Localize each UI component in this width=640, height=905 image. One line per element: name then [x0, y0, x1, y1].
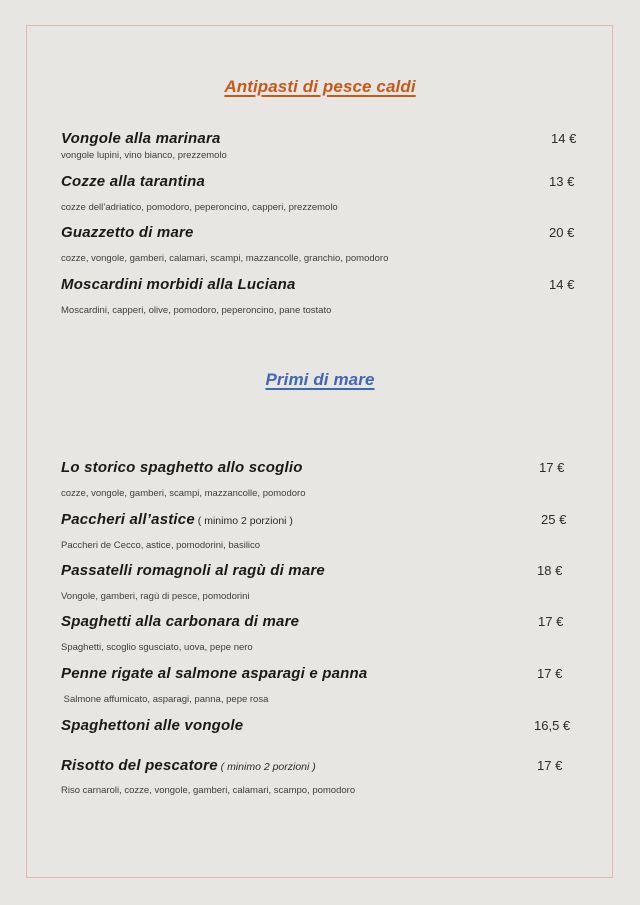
- item-description: Vongole, gamberi, ragù di pesce, pomodorini: [61, 591, 250, 602]
- item-name: Moscardini morbidi alla Luciana: [61, 276, 296, 293]
- item-description: Moscardini, capperi, olive, pomodoro, peperoncino, pane tostato: [61, 305, 332, 316]
- item-price: 17 €: [537, 666, 563, 681]
- item-description: cozze dell’adriatico, pomodoro, peperoncino, capperi, prezzemolo: [61, 202, 338, 213]
- item-price: 14 €: [551, 131, 577, 146]
- item-name: Cozze alla tarantina: [61, 173, 206, 190]
- item-price: 20 €: [549, 225, 575, 240]
- item-description: vongole lupini, vino bianco, prezzemolo: [61, 150, 227, 161]
- item-name: Vongole alla marinara: [61, 130, 221, 147]
- section-title-primi: Primi di mare: [265, 370, 375, 389]
- item-name: Guazzetto di mare: [61, 224, 194, 241]
- item-name: Spaghettoni alle vongole: [61, 717, 244, 734]
- item-name: Risotto del pescatore ( minimo 2 porzioni ): [61, 757, 316, 774]
- item-name: Penne rigate al salmone asparagi e panna: [61, 665, 368, 682]
- item-price: 13 €: [549, 174, 575, 189]
- item-name: Lo storico spaghetto allo scoglio: [61, 459, 303, 476]
- item-description: Salmone affumicato, asparagi, panna, pepe rosa: [61, 694, 269, 705]
- item-price: 17 €: [539, 460, 565, 475]
- item-name: Passatelli romagnoli al ragù di mare: [61, 562, 325, 579]
- item-note: ( minimo 2 porzioni ): [217, 761, 316, 773]
- item-description: Spaghetti, scoglio sgusciato, uova, pepe nero: [61, 642, 253, 653]
- item-description: Paccheri de Cecco, astice, pomodorini, basilico: [61, 540, 261, 551]
- section-title-antipasti: Antipasti di pesce caldi: [224, 77, 416, 96]
- item-name: Spaghetti alla carbonara di mare: [61, 613, 300, 630]
- item-price: 16,5 €: [534, 718, 571, 733]
- item-price: 17 €: [538, 614, 564, 629]
- item-description: cozze, vongole, gamberi, calamari, scampi, mazzancolle, granchio, pomodoro: [61, 253, 389, 264]
- item-price: 18 €: [537, 563, 563, 578]
- item-description: Riso carnaroli, cozze, vongole, gamberi, calamari, scampo, pomodoro: [61, 785, 356, 796]
- item-price: 14 €: [549, 277, 575, 292]
- item-price: 25 €: [541, 512, 567, 527]
- item-name: Paccheri all’astice ( minimo 2 porzioni ): [61, 511, 293, 528]
- item-price: 17 €: [537, 758, 563, 773]
- item-note: ( minimo 2 porzioni ): [194, 515, 293, 527]
- item-description: cozze, vongole, gamberi, scampi, mazzancolle, pomodoro: [61, 488, 306, 499]
